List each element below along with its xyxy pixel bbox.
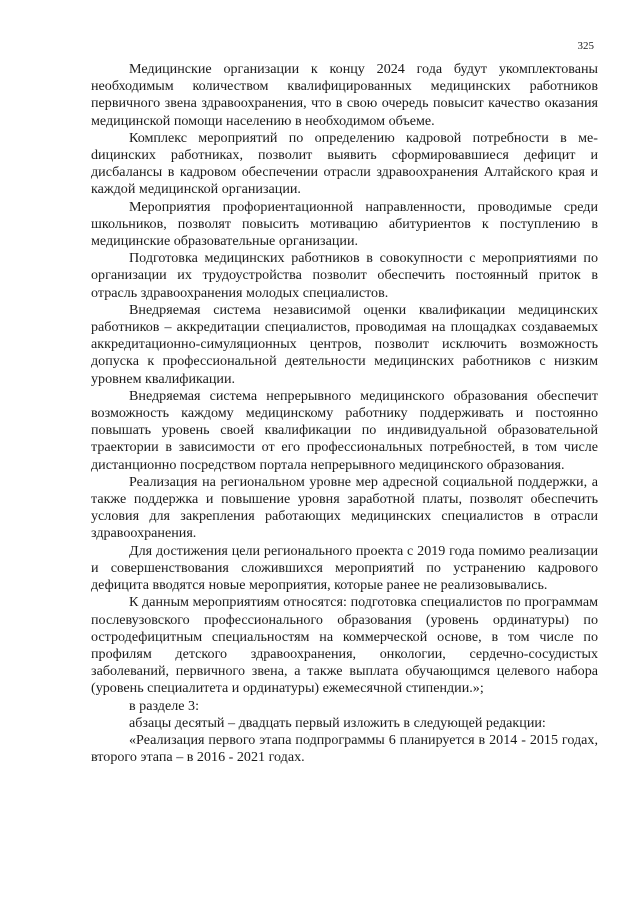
page-number: 325: [577, 40, 594, 52]
paragraph: Комплекс мероприятий по определению кадровой потребности в меdицинских работниках, позволит выявить сформировавшиеся дефицит и дисбалансы в кадровом обеспечении отрасли здравоохранения Алтайского края и каждой медицинской организации.: [91, 129, 598, 198]
paragraph: Подготовка медицинских работников в совокупности с мероприятиями по организации их трудоустройства позволит обеспечить постоянный приток в отрасль здравоохранения молодых специалистов.: [91, 250, 598, 301]
paragraph: Мероприятия профориентационной направленности, проводимые среди школьников, позволят повысить мотивацию абитуриентов к поступлению в медицинские образовательные организации.: [91, 198, 598, 250]
paragraph: Реализация на региональном уровне мер адресной социальной поддержки, а также поддержка и повышение уровня заработной платы, позволят обеспечить условия для закрепления работающих медицинских специалистов в отрасли здравоохранения.: [91, 473, 598, 542]
paragraph: «Реализация первого этапа подпрограммы 6 планируется в 2014 - 2015 годах, второго этапа – в 2016 - 2021 годах.: [91, 731, 598, 766]
paragraph: Внедряемая система непрерывного медицинского образования обеспечит возможность каждому медицинскому работнику поддерживать и постоянно повышать уровень своей квалификации по индивидуальной образовательной траектории в зависимости от его профессиональных потребностей, в том числе дистанционно посредством портала непрерывного медицинского образования.: [91, 387, 598, 473]
paragraph: абзацы десятый – двадцать первый изложить в следующей редакции:: [129, 714, 546, 731]
paragraph: К данным мероприятиям относятся: подготовка специалистов по программам послевузовского профессионального образования (уровень ординатуры) по остродефицитным специальностям на коммерческой основе, в том числе по профилям детского здравоохранения, онкологии, сердечно-сосудистых заболеваний, первичного звена, а также выплата обучающимся целевого набора (уровень специалитета и ординатуры) ежемесячной стипендии.»;: [91, 594, 598, 697]
paragraph: Для достижения цели регионального проекта с 2019 года помимо реализации и совершенствования сложившихся мероприятий по устранению кадрового дефицита вводятся новые мероприятия, которые ранее не реализовывались.: [91, 542, 598, 594]
paragraph: в разделе 3:: [129, 697, 199, 714]
document-body: [91, 61, 598, 766]
paragraph: Внедряемая система независимой оценки квалификации медицинских работников – аккредитации специалистов, проводимая на площадках создаваемых аккредитационно-симуляционных центров, позволит исключить возможность допуска к профессиональной деятельности медицинских работников с низким уровнем квалификации.: [91, 301, 598, 387]
paragraph: Медицинские организации к концу 2024 года будут укомплектованы необходимым количеством квалифицированных медицинских работников первичного звена здравоохранения, что в свою очередь повысит качество оказания медицинской помощи населению в необходимом объеме.: [91, 61, 598, 129]
